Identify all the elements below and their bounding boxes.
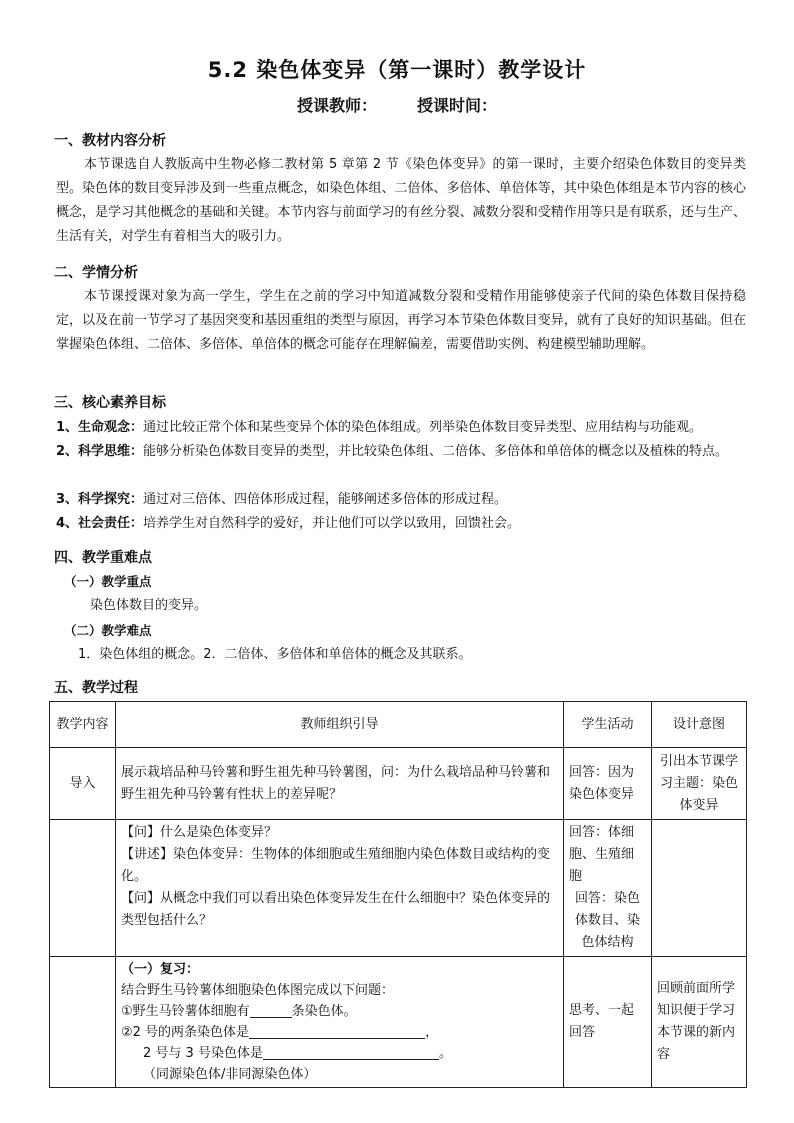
section-heading-teaching-process: 五、教学过程 [54,680,138,696]
goal-text: 通过对三倍体、四倍体形成过程，能够阐述多倍体的形成过程。 [143,492,508,507]
guide-question: 【问】什么是染色体变异？ [121,825,278,840]
review-intro: 结合野生马铃薯体细胞染色体图完成以下问题： [121,983,395,998]
difficulty-text: 1．染色体组的概念。2．二倍体、多倍体和单倍体的概念及其联系。 [78,647,472,662]
column-header: 教学内容 [50,702,116,748]
goal-item [56,416,748,440]
time-label: 授课时间： [417,96,498,115]
teaching-process-table [49,701,747,1088]
review-heading: （一）复习： [121,962,200,977]
goal-item [56,488,748,512]
column-header: 设计意图 [652,702,747,748]
review-options: （同源染色体/非同源染色体） [143,1067,317,1082]
table-row [50,820,747,957]
textbook-analysis-paragraph: 本节课选自人教版高中生物必修二教材第 5 章第 2 节《染色体变异》的第一课时，主要介绍染色体数目的变异类型。染色体的数目变异涉及到一些重点概念，如染色体组、二倍体、多倍体、单倍体等，其中染色体组是本节内容的核心概念，是学习其他概念的基础和关键。本节内容与前面学习的有丝分裂、减数分裂和受精作用等只是有联系，还与生产、生活有关，对学生有着相当大的吸引力。 [56,157,746,244]
row-intent-cell [652,820,747,957]
answer-blank[interactable] [250,1003,292,1018]
answer-blank[interactable] [263,1045,439,1060]
key-point-text: 染色体数目的变异。 [90,598,208,613]
section-heading-student-analysis: 二、学情分析 [54,265,138,281]
goal-text: 能够分析染色体数目变异的类型，并比较染色体组、二倍体、多倍体和单倍体的概念以及植株的特点。 [143,444,729,459]
row-student-cell [564,820,652,957]
row-intent-cell: 回顾前面所学知识便于学习本节课的新内容 [652,957,747,1088]
row-guide-cell [116,820,564,957]
row-guide-cell [116,957,564,1088]
document-subtitle [0,93,794,116]
section-heading-core-goals: 三、核心素养目标 [54,395,166,411]
guide-question: 【问】从概念中我们可以看出染色体变异发生在什么细胞中？染色体变异的类型包括什么？ [121,891,551,928]
student-answer: 回答：体细胞、生殖细胞 [569,825,635,884]
review-question: ①野生马铃薯体细胞有 条染色体。 [121,1004,357,1019]
document-title: 5.2 染色体变异（第一课时）教学设计 [207,58,587,82]
section-heading-textbook-analysis: 一、教材内容分析 [54,133,166,149]
teacher-label: 授课教师： [296,96,377,115]
table-row [50,748,747,820]
table-row [50,957,747,1088]
review-question: 2 号与 3 号染色体是 。 [143,1046,452,1061]
student-analysis-paragraph: 本节课授课对象为高一学生，学生在之前的学习中知道减数分裂和受精作用能够使亲子代间的染色体数目保持稳定，以及在前一节学习了基因突变和基因重组的类型与原因，再学习本节染色体数目变异，就有了良好的知识基础。但在掌握染色体组、二倍体、多倍体、单倍体的概念可能存在理解偏差，需要借助实例、构建模型辅助理解。 [56,289,746,352]
table-header-row [50,702,747,748]
column-header: 教师组织引导 [116,702,564,748]
key-point-heading: （一）教学重点 [64,574,152,589]
goal-label: 2、科学思维： [56,444,144,459]
review-question: ②2 号的两条染色体是 ， [121,1025,439,1040]
goal-item [56,440,748,464]
goal-text: 培养学生对自然科学的爱好，并让他们可以学以致用，回馈社会。 [143,516,521,531]
student-answer: 回答：染色体数目、染色体结构 [574,891,640,950]
column-header: 学生活动 [564,702,652,748]
guide-lecture: 【讲述】染色体变异：生物体的体细胞或生殖细胞内染色体数目或结构的变化。 [121,847,551,884]
row-student-cell: 思考、一起回答 [564,957,652,1088]
row-content-cell [50,957,116,1088]
row-content-cell [50,820,116,957]
section-heading-key-points: 四、教学重难点 [54,550,152,566]
answer-blank[interactable] [249,1024,425,1039]
goal-label: 4、社会责任： [56,516,144,531]
row-content-cell: 导入 [50,748,116,820]
goal-item [56,512,748,536]
goal-text: 通过比较正常个体和某些变异个体的染色体组成。列举染色体数目变异类型、应用结构与功能观。 [143,420,703,435]
row-intent-cell: 引出本节课学习主题：染色体变异 [652,748,747,820]
row-guide-cell: 展示栽培品种马铃薯和野生祖先种马铃薯图，问：为什么栽培品种马铃薯和野生祖先种马铃薯有性状上的差异呢？ [116,748,564,820]
difficulty-heading: （二）教学难点 [64,623,152,638]
goal-label: 3、科学探究： [56,492,144,507]
goal-label: 1、生命观念： [56,420,144,435]
row-student-cell: 回答：因为染色体变异 [564,748,652,820]
